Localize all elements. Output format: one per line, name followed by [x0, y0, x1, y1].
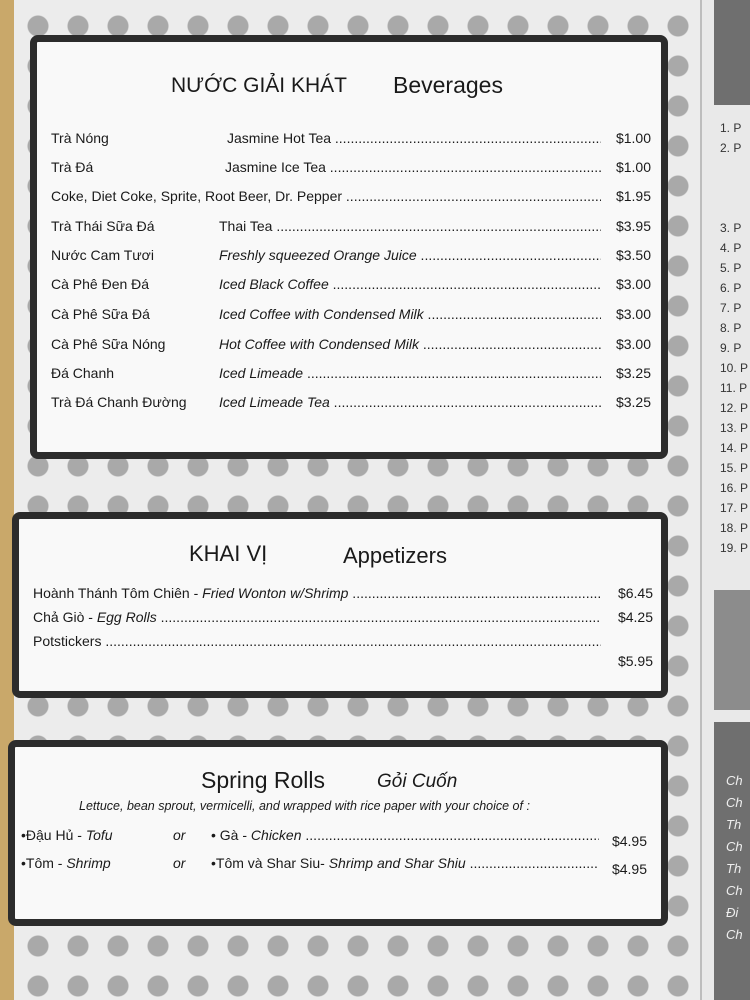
item-name-en: Freshly squeezed Orange Juice ..... [219, 247, 601, 263]
item-price: $4.95 [611, 833, 647, 849]
menu-item-row [37, 306, 661, 328]
spring-rolls-title-vn: Gỏi Cuốn [377, 771, 458, 792]
item-name-vn: Potstickers [33, 633, 102, 649]
menu-item-row [37, 276, 661, 298]
option-right-vn: •Tôm và Shar Siu- [211, 855, 325, 871]
item-name-vn: Nước Cam Tươi [51, 247, 154, 263]
adjacent-page [700, 0, 750, 1000]
menu-item-row [37, 365, 661, 387]
item-name-vn: Cà Phê Sữa Nóng [51, 336, 166, 352]
adjacent-list-item: 1. P [720, 121, 742, 135]
menu-item-row [37, 218, 661, 240]
adjacent-list-item: 13. P [720, 421, 749, 435]
item-price: $5.95 [617, 653, 653, 669]
adjacent-item: Ch [726, 795, 743, 810]
adjacent-list-item: 4. P [720, 241, 742, 255]
menu-item-row [37, 336, 661, 358]
item-name-vn: Hoành Thánh Tôm Chiên - [33, 585, 199, 601]
option-left [21, 827, 113, 843]
item-name-en: Iced Limeade Tea ..... [219, 394, 601, 410]
menu-item-row [37, 247, 661, 269]
item-name-en: Jasmine Ice Tea ..... [225, 159, 601, 175]
spring-roll-option-row [15, 827, 661, 849]
adjacent-list-item: 11. P [720, 381, 748, 395]
adjacent-list-item: 18. P [720, 521, 749, 535]
adjacent-list-item [720, 178, 750, 198]
adjacent-list-item: 3. P [720, 221, 742, 235]
adjacent-list-item: 17. P [720, 501, 749, 515]
adjacent-list-item: 7. P [720, 301, 742, 315]
spring-rolls-title-en: Spring Rolls [201, 767, 325, 793]
spring-rolls-section [8, 740, 668, 926]
option-left-vn: •Tôm - [21, 855, 63, 871]
spring-rolls-description: Lettuce, bean sprout, vermicelli, and wrapped with rice paper with your choice of : [79, 799, 530, 813]
item-name-vn: Trà Thái Sữa Đá [51, 218, 155, 234]
item-price: $1.00 [615, 130, 651, 146]
adjacent-divider-bar [714, 590, 750, 710]
item-name [33, 585, 601, 601]
option-left-en: Tofu [85, 827, 113, 843]
item-name-vn: Cà Phê Đen Đá [51, 276, 150, 292]
item-price: $3.00 [615, 276, 651, 292]
item-price: $1.95 [615, 188, 651, 204]
item-name-vn: Trà Đá Chanh Đường [51, 394, 187, 410]
adjacent-list-item [720, 198, 750, 218]
adjacent-list-item: 5. P [720, 261, 742, 275]
adjacent-list-item: 19. P [720, 541, 749, 555]
item-name-vn: Trà Nóng [51, 130, 109, 146]
item-name-en: Iced Coffee with Condensed Milk ..... [219, 306, 601, 322]
adjacent-list-item: 15. P [720, 461, 749, 475]
item-name-vn: Chả Giò - [33, 609, 93, 625]
item-price: $3.25 [615, 394, 651, 410]
adjacent-list-item: 8. P [720, 321, 742, 335]
adjacent-item: Đi [726, 905, 739, 920]
option-right [211, 827, 599, 843]
item-name-en: Fried Wonton w/Shrimp [202, 585, 349, 601]
option-right-en: Shrimp and Shar Shiu [328, 855, 466, 871]
item-price: $1.00 [615, 159, 651, 175]
item-name [33, 609, 601, 625]
adjacent-list-item: 9. P [720, 341, 742, 355]
adjacent-list-item: 10. P [720, 361, 749, 375]
adjacent-item: Ch [726, 883, 743, 898]
item-name-vn: Đá Chanh [51, 365, 115, 381]
item-price: $3.25 [615, 365, 651, 381]
beverages-title-vn: NƯỚC GIẢI KHÁT [171, 74, 347, 97]
option-left-vn: •Đậu Hủ - [21, 827, 82, 843]
appetizers-section [12, 512, 668, 698]
adjacent-item: Ch [726, 839, 743, 854]
item-name [33, 633, 601, 649]
adjacent-list-item [720, 158, 750, 178]
item-name-vn: Trà Đá [51, 159, 94, 175]
item-price: $6.45 [617, 585, 653, 601]
menu-item-row [37, 394, 661, 416]
adjacent-list-item: 12. P [720, 401, 749, 415]
adjacent-list-item: 2. P [720, 141, 742, 155]
item-name-en: Hot Coffee with Condensed Milk ..... [219, 336, 601, 352]
item-name-en: Egg Rolls [96, 609, 157, 625]
option-right-vn: • Gà - [211, 827, 248, 843]
or-label: or [173, 855, 186, 871]
adjacent-item: Th [726, 861, 742, 876]
item-price: $3.50 [615, 247, 651, 263]
adjacent-item: Th [726, 817, 742, 832]
option-left-en: Shrimp [66, 855, 111, 871]
adjacent-list-item: 16. P [720, 481, 749, 495]
spring-roll-option-row [15, 855, 661, 877]
beverages-title-en: Beverages [393, 72, 503, 98]
item-price: $4.25 [617, 609, 653, 625]
option-right-en: Chicken [250, 827, 302, 843]
menu-item-row [19, 585, 661, 607]
item-name-en: Iced Limeade ..... [219, 365, 601, 381]
item-name-en: Jasmine Hot Tea ..... [227, 130, 601, 146]
adjacent-item: Ch [726, 927, 743, 942]
adjacent-list-item: 14. P [720, 441, 749, 455]
item-price: $4.95 [611, 861, 647, 877]
item-price: $3.00 [615, 306, 651, 322]
option-left [21, 855, 111, 871]
item-price: $3.00 [615, 336, 651, 352]
adjacent-item-list [726, 770, 743, 946]
adjacent-item: Ch [726, 773, 743, 788]
adjacent-list-item: 6. P [720, 281, 742, 295]
adjacent-numbered-list [720, 118, 750, 558]
item-name-en: Iced Black Coffee ..... [219, 276, 601, 292]
menu-item-row [37, 130, 661, 152]
item-price: $3.95 [615, 218, 651, 234]
item-name-vn: Cà Phê Sữa Đá [51, 306, 150, 322]
appetizers-title-vn: KHAI VỊ [189, 541, 268, 566]
menu-item-row [19, 609, 661, 631]
item-name-en: Thai Tea ..... [219, 218, 601, 234]
beverages-section [30, 35, 668, 459]
appetizers-title-en: Appetizers [343, 543, 447, 568]
menu-item-row [19, 633, 661, 669]
adjacent-header-bar [714, 0, 750, 105]
item-name-vn: Coke, Diet Coke, Sprite, Root Beer, Dr. Pepper ..... [51, 188, 601, 204]
menu-item-row [37, 159, 661, 181]
or-label: or [173, 827, 186, 843]
menu-item-row [37, 188, 661, 210]
option-right [211, 855, 599, 871]
